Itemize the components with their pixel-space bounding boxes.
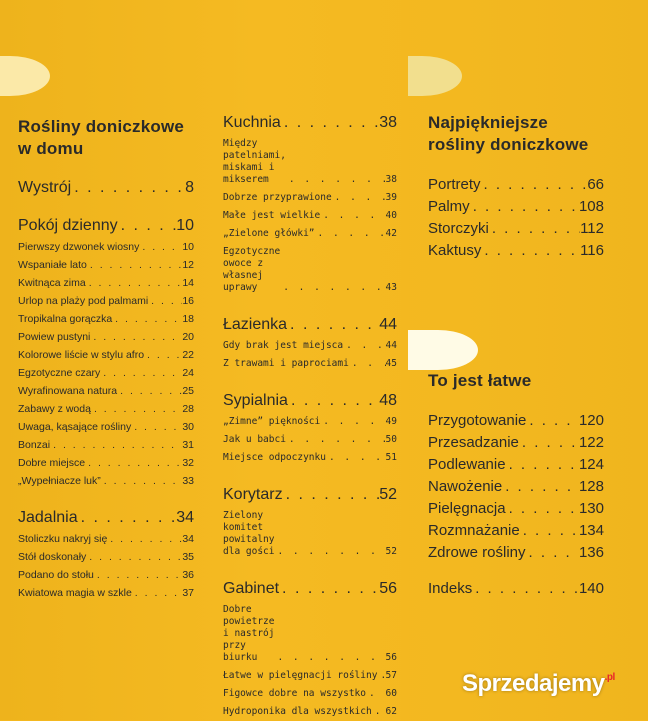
toc-sub-entry: Jak u babci . . . 50 xyxy=(223,431,397,449)
leader-dots xyxy=(139,238,182,256)
col2-sections xyxy=(223,113,397,721)
leader-dots xyxy=(481,240,580,262)
toc-column-2 xyxy=(223,113,397,721)
leader-dots xyxy=(86,548,182,566)
toc-sub-entry: Kolorowe liście w stylu afro . . . 22 xyxy=(18,346,194,364)
toc-sub-entry: Dobrze przyprawione . . . 39 xyxy=(223,189,397,207)
leader-dots xyxy=(519,432,579,454)
leader-dots xyxy=(315,225,386,243)
toc-section-entry: Pokój dzienny . . . 10 xyxy=(18,216,194,236)
toc-section-entry: Łazienka . . . 44 xyxy=(223,315,397,335)
toc-column-3 xyxy=(428,112,604,600)
toc-sub-entry: Stół doskonały . . . 35 xyxy=(18,548,194,566)
toc-sub-entry: Bonzai . . . 31 xyxy=(18,436,194,454)
toc-entry: Przygotowanie . . . 120 xyxy=(428,410,604,432)
leader-dots xyxy=(85,454,182,472)
toc-sub-entry: Małe jest wielkie . . . 40 xyxy=(223,207,397,225)
leader-dots xyxy=(274,652,385,664)
leader-dots xyxy=(71,178,185,198)
toc-sub-entry: Egzotyczne owoce z własnej uprawy . . . 43 xyxy=(223,246,397,294)
leader-dots xyxy=(118,216,177,236)
leader-dots xyxy=(87,256,182,274)
toc-sub-entry: Z trawami i paprociami . . . 45 xyxy=(223,355,397,373)
leader-dots xyxy=(366,685,386,703)
toc-sub-entry: Łatwe w pielęgnacji rośliny . . . 57 xyxy=(223,667,397,685)
leader-dots xyxy=(281,113,379,133)
toc-entry: Storczyki . . . 112 xyxy=(428,218,604,240)
toc-sub-entry: „Wypełniacze luk” . . . 33 xyxy=(18,472,194,490)
toc-section-entry: Korytarz . . . 52 xyxy=(223,485,397,505)
leader-dots xyxy=(144,346,182,364)
col1-sections xyxy=(18,178,194,602)
leader-dots xyxy=(78,508,177,528)
leader-dots xyxy=(343,337,385,355)
toc-entry: Podlewanie . . . 124 xyxy=(428,454,604,476)
toc-column-1 xyxy=(18,116,194,602)
toc-sub-entry: Wyrafinowana natura . . . 25 xyxy=(18,382,194,400)
toc-sub-entry: Gdy brak jest miejsca . . . 44 xyxy=(223,337,397,355)
toc-sub-entry: Figowce dobre na wszystko . . . 60 xyxy=(223,685,397,703)
toc-entry: Nawożenie . . . 128 xyxy=(428,476,604,498)
toc-sub-entry: Egzotyczne czary . . . 24 xyxy=(18,364,194,382)
leader-dots xyxy=(526,542,579,564)
toc-sub-entry: Dobre miejsce . . . 32 xyxy=(18,454,194,472)
toc-sub-entry: Kwitnąca zima . . . 14 xyxy=(18,274,194,292)
leader-dots xyxy=(148,292,182,310)
leader-dots xyxy=(131,418,182,436)
leader-dots xyxy=(326,449,386,467)
leader-dots xyxy=(332,189,386,207)
leader-dots xyxy=(86,274,183,292)
toc-sub-entry: Stoliczku nakryj się . . . 34 xyxy=(18,530,194,548)
toc-section-entry: Kuchnia . . . 38 xyxy=(223,113,397,133)
leader-dots xyxy=(283,485,380,505)
toc-section-entry: Jadalnia . . . 34 xyxy=(18,508,194,528)
leader-dots xyxy=(280,282,385,294)
toc-sub-entry: Miejsce odpoczynku . . . 51 xyxy=(223,449,397,467)
toc-entry: Zdrowe rośliny . . . 136 xyxy=(428,542,604,564)
tab-marker-left xyxy=(0,56,50,96)
toc-sub-entry: „Zielone główki” . . . 42 xyxy=(223,225,397,243)
col3-list-2 xyxy=(428,410,604,564)
leader-dots xyxy=(470,196,579,218)
leader-dots xyxy=(472,578,579,600)
toc-sub-entry: Hydroponika dla wszystkich . . . 62 xyxy=(223,703,397,721)
toc-sub-entry: Pierwszy dzwonek wiosny . . . 10 xyxy=(18,238,194,256)
toc-sub-entry: Zabawy z wodą . . . 28 xyxy=(18,400,194,418)
leader-dots xyxy=(526,410,579,432)
toc-sub-entry: Zielony komitet powitalny dla gości . . . 52 xyxy=(223,510,397,558)
leader-dots xyxy=(320,207,385,225)
toc-sub-entry: Urlop na plaży pod palmami . . . 16 xyxy=(18,292,194,310)
leader-dots xyxy=(372,703,386,721)
section-title-najpiekniejsze: Najpiękniejsze rośliny doniczkowe xyxy=(428,113,589,154)
leader-dots xyxy=(288,391,379,411)
toc-section-entry: Sypialnia . . . 48 xyxy=(223,391,397,411)
toc-entry: Rozmnażanie . . . 134 xyxy=(428,520,604,542)
toc-entry: Pielęgnacja . . . 130 xyxy=(428,498,604,520)
leader-dots xyxy=(481,174,588,196)
leader-dots xyxy=(117,382,182,400)
leader-dots xyxy=(506,498,579,520)
leader-dots xyxy=(91,400,182,418)
leader-dots xyxy=(489,218,580,240)
leader-dots xyxy=(94,566,182,584)
leader-dots xyxy=(320,413,385,431)
section-title-rosliny-w-domu: Rośliny doniczkowe w domu xyxy=(18,117,185,158)
toc-sub-entry: Między patelniami, miskami i mikserem . . . 38 xyxy=(223,138,397,186)
toc-sub-entry: Uwaga, kąsające rośliny . . . 30 xyxy=(18,418,194,436)
leader-dots xyxy=(520,520,579,542)
toc-entry-indeks: Indeks . . . 140 xyxy=(428,578,604,600)
leader-dots xyxy=(90,328,182,346)
toc-sub-entry: Kwiatowa magia w szkle . . . 37 xyxy=(18,584,194,602)
toc-entry: Portrety . . . 66 xyxy=(428,174,604,196)
watermark-logo: Sprzedajemy$^{.pl}$ xyxy=(462,670,615,697)
leader-dots xyxy=(286,431,386,449)
leader-dots xyxy=(132,584,183,602)
toc-sub-entry: „Zimne” piękności . . . 49 xyxy=(223,413,397,431)
leader-dots xyxy=(377,667,385,685)
leader-dots xyxy=(279,579,379,599)
toc-sub-entry: Dobre powietrze i nastrój przy biurku . . . 56 xyxy=(223,604,397,664)
leader-dots xyxy=(349,355,386,373)
toc-entry: Przesadzanie . . . 122 xyxy=(428,432,604,454)
leader-dots xyxy=(100,364,182,382)
toc-sub-entry: Tropikalna gorączka . . . 18 xyxy=(18,310,194,328)
toc-entry: Palmy . . . 108 xyxy=(428,196,604,218)
col3-list-1 xyxy=(428,174,604,262)
leader-dots xyxy=(50,436,182,454)
toc-sub-entry: Wspaniałe lato . . . 12 xyxy=(18,256,194,274)
tab-marker-top-right xyxy=(408,56,462,96)
toc-section-entry: Gabinet . . . 56 xyxy=(223,579,397,599)
toc-sub-entry: Podano do stołu . . . 36 xyxy=(18,566,194,584)
toc-sub-entry: Powiew pustyni . . . 20 xyxy=(18,328,194,346)
toc-section-entry: Wystrój . . . 8 xyxy=(18,178,194,198)
section-title-to-jest-latwe: To jest łatwe xyxy=(428,371,532,390)
leader-dots xyxy=(107,530,182,548)
leader-dots xyxy=(112,310,182,328)
leader-dots xyxy=(286,174,386,186)
leader-dots xyxy=(274,546,385,558)
leader-dots xyxy=(502,476,579,498)
leader-dots xyxy=(287,315,379,335)
leader-dots xyxy=(101,472,183,490)
toc-entry: Kaktusy . . . 116 xyxy=(428,240,604,262)
leader-dots xyxy=(506,454,579,476)
